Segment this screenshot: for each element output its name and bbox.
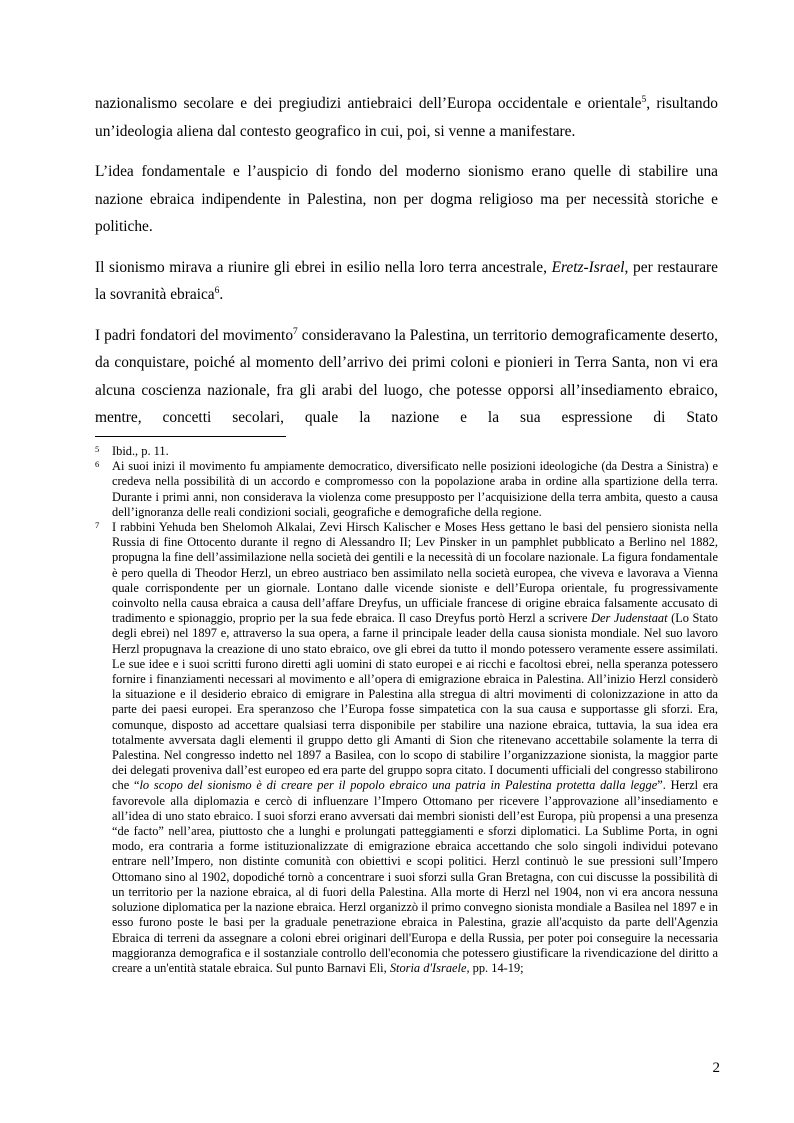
footnote — [95, 520, 718, 976]
paragraph — [95, 90, 718, 145]
paragraph: L’idea fondamentale e l’auspicio di fondo del moderno sionismo erano quelle di stabilire una nazione ebraica indipendente in Palestina, non per dogma religioso ma per necessità storiche e politiche. — [95, 163, 718, 235]
paragraph — [95, 322, 718, 432]
footnotes — [95, 444, 718, 976]
footnote-ref: 7 — [293, 326, 298, 337]
paragraph-text: I padri fondatori del movimento — [95, 326, 294, 344]
main-text — [95, 90, 718, 445]
book-title: Der Judenstaat — [591, 611, 668, 626]
paragraph-text: consideravano la Palestina, un territorio demograficamente deserto, da conquistare, poiché al momento dell’arrivo dei primi coloni e pionieri in Terra Santa, non vi era alcuna coscienza nazionale, fra gli arabi del luogo, che potesse opporsi all’insediamento ebraico, mentre, concetti secolari, quale la nazione e la sua espressione di Stato — [95, 326, 718, 426]
paragraph — [95, 254, 718, 309]
footnote-segment: (Lo Stato degli ebrei) nel 1897 e, attraverso la sua opera, a farne il principale leader della causa sionista mondiale. Nel suo lavoro Herzl propugnava la creazione di uno stato ebraico, ove gli ebrei da tutto il mondo potessero veramente essere assimilati. Le sue idee e i suoi scritti furono diretti agli uomini di stato europei e ai ricchi e facoltosi ebrei, nella speranza potessero fornire i finanziamenti necessari al movimento e all’opera di emigrazione ebraica in Palestina. All’inizio Herzl considerò la situazione e il desiderio ebraico di emigrare in Palestina alla stregua di altri movimenti di colonizzazione in atto da parte dei paesi europei. Era speranzoso che l’Europa fosse simpatetica con la sua causa e supportasse gli sforzi. Era, comunque, disposto ad accettare qualsiasi terra disponibile per stabilire una nazione ebraica, tuttavia, la sua idea era totalmente avversata dagli elementi il gruppo detto gli Amanti di Sion che ritenevano accettabile solamente la terra di Palestina. Nel congresso indetto nel 1897 a Basilea, con lo scopo di stabilire l’organizzazione sionista, la maggior parte dei delegati proveniva dall’est europeo ed era parte del gruppo sopra citato. I documenti ufficiali del congresso stabilirono che “ — [112, 611, 718, 793]
quotation: lo scopo del sionismo è di creare per il popolo ebraico una patria in Palestina protetta dalla legge — [139, 778, 658, 793]
footnote-number: 6 — [95, 459, 100, 470]
footnote-ref: 5 — [641, 95, 647, 105]
footnote-text: Ai suoi inizi il movimento fu ampiamente democratico, diversificato nelle posizioni ideologiche (da Destra a Sinistra) e credeva nella possibilità di un accordo e compromesso con la popolazione araba in ordine alla spartizione della terra. Durante i primi anni, non considerava la violenza come presupposto per l’acquisizione della terra ambita, questo a causa dell’ignoranza delle reali condizioni sociali, geografiche e demografiche della regione. — [112, 459, 718, 519]
italic-term: Eretz-Israel — [551, 258, 625, 276]
footnote-segment: pp. 14-19; — [469, 960, 524, 975]
page-number: 2 — [712, 1060, 720, 1076]
footnote — [95, 459, 718, 520]
footnote-number: 5 — [95, 444, 100, 454]
book-title: Storia d'Israele, — [389, 960, 470, 975]
footnote — [95, 444, 718, 459]
paragraph-text: , risultando un’ideologia aliena dal contesto geografico in cui, poi, si venne a manifestare. — [95, 95, 718, 140]
footnote-separator — [95, 436, 286, 437]
paragraph-text: . — [219, 286, 224, 303]
paragraph-text: , per restaurare la sovranità ebraica — [95, 258, 719, 303]
footnote-text: Ibid., p. 11. — [112, 444, 169, 458]
paragraph-text: nazionalismo secolare e dei pregiudizi antiebraici dell’Europa occidentale e orientale — [95, 95, 642, 112]
footnote-segment: ”. Herzl era favorevole alla diplomazia e cercò di influenzare l’Impero Ottomano per ricevere l’approvazione all’insediamento e all’idea di uno stato ebraico. I suoi sforzi erano avversati dai membri sionisti dell’est Europa, più propensi a una presenza “de facto” nell’area, piuttosto che a lunghi e prolungati patteggiamenti e sforzi diplomatici. La Sublime Porta, in ogni modo, era contraria a forme istituzionalizzate di emigrazione ebraica accettando che solo singoli individui potevano entrare nell’Impero, non distinte comunità con obiettivi e scopi politici. Herzl continuò le sue pressioni sull’Impero Ottomano sino al 1902, dopodiché tornò a concentrare i suoi sforzi sulla Gran Bretagna, con cui discusse la possibilità di un territorio per la nazione ebraica, al di fuori della Palestina. Alla morte di Herzl nel 1904, non vi era ancora nessuna soluzione diplomatica per la nazione ebraica. Herzl organizzò il primo convegno sionista mondiale a Basilea nel 1897 e in esso furono poste le basi per la graduale penetrazione ebraica in Palestina, grazie all'acquisto da parte dell'Agenzia Ebraica di terreni da assegnare a coloni ebrei originari dell'Europa e della Russia, per poter poi conseguire la necessaria maggioranza demografica e il sostanziale controllo dell'economia che potessero giustificare la rivendicazione del diritto a creare a un'entità statale ebraica. Sul punto Barnavi Eli, — [112, 778, 719, 975]
footnote-ref: 6 — [214, 286, 220, 296]
footnote-segment: I rabbini Yehuda ben Shelomoh Alkalai, Zevi Hirsch Kalischer e Moses Hess gettano le basi del pensiero sionista nella Russia di fine Ottocento durante il regno di Alessandro II; Lev Pinsker in un pamphlet pubblicato a Berlino nel 1882, propugna la fine dell’assimilazione nella società dei gentili e la necessità di un focolare nazionale. La figura fondamentale è pero quella di Theodor Herzl, un ebreo austriaco ben assimilato nella società europea, che viveva e lavorava a Vienna quale corrispondente per un giornale. Lontano dalle vicende sioniste e dell’Europa orientale, fu progressivamente coinvolto nella causa ebraica a causa dell’affare Dreyfus, un ufficiale francese di origine ebraica falsamente accusato di tradimento e spionaggio, proprio per la sua fede ebraica. Il caso Dreyfus portò Herzl a scrivere — [112, 520, 718, 626]
footnote-number: 7 — [95, 520, 100, 531]
paragraph-text: Il sionismo mirava a riunire gli ebrei in esilio nella loro terra ancestrale, — [95, 258, 552, 276]
footnote-text — [112, 520, 718, 976]
